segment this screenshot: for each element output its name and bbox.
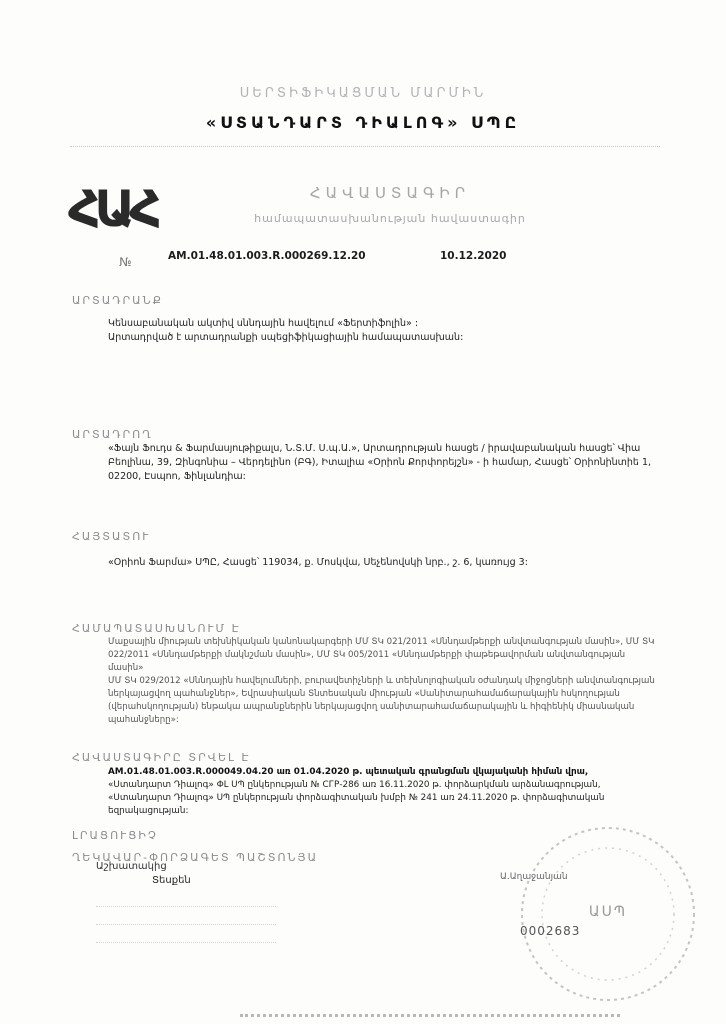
manufacturer-line: «Ֆայն Ֆուդս & Ֆարմասյութիքալս, Ն.Տ.Մ. Ս.պ.Ա.», Արտադրության հասցե / իրավաբանական հասցե՝ Վիա: [108, 443, 641, 454]
applicant-line: «Օրիոն Ֆարմա» ՍՊԸ, Հասցե՝ 119034, ք. Մոսկվա, Սեչենովսկի նրբ., շ. 6, կառույց 3:: [108, 557, 528, 568]
manufacturer-line: 02200, Էսպոո, Ֆինլանդիա:: [108, 471, 246, 482]
certification-body-heading: ՍԵՐՏԻՖԻԿԱՑՄԱՆ ՄԱՐՄԻՆ: [239, 86, 487, 101]
faded-line: [96, 942, 276, 943]
section-body-manufacturer: [108, 442, 656, 484]
section-body-applicant: [108, 556, 656, 570]
signature-role-label: Աշխատակից: [96, 861, 167, 872]
footer-marks: [240, 1014, 620, 1021]
issued-basis-line: AM.01.48.01.003.R.000049.04.20 առ 01.04.2020 թ. պետական գրանցման վկայականի հիման վրա,: [108, 767, 589, 777]
certificate-number: AM.01.48.01.003.R.000269.12.20: [168, 250, 366, 262]
conformity-line: ներկայացվող պահանջներ», Եվրասիական Տնտեսական միության «Սանիտարահամաճարակային հսկողության: [108, 689, 620, 699]
svg-text:ՀԱՀ: ՀԱՀ: [68, 180, 156, 238]
signature-name: Տեսքեն: [152, 875, 191, 886]
header-divider: [70, 146, 660, 147]
conformity-line: (վերահսկողության) ենթակա ապրանքներին ներկայացվող սանիտարահամաճարակային և հիգիենիկ միասնական: [108, 702, 635, 712]
issued-basis-line: եզրակացության:: [108, 806, 189, 816]
section-title-issued-basis: ՀԱՎԱՍՏԱԳԻՐԸ ՏՐՎԵԼ Է: [72, 751, 251, 764]
product-line: Արտադրված է արտադրանքի սպեցիֆիկացիային համապատասխան:: [108, 332, 464, 343]
certificate-subtitle: համապատասխանության հավաստագիր: [254, 212, 526, 225]
certificate-title: ՀԱՎԱՍՏԱԳԻՐ: [309, 184, 471, 202]
section-title-applicant: ՀԱՅՏԱՏՈՒ: [72, 530, 151, 543]
product-line: Կենսաբանական ակտիվ սննդային հավելում «Ֆերտիֆոլին» :: [108, 318, 419, 329]
svg-text:ԱՍՊ: ԱՍՊ: [588, 904, 628, 920]
section-body-conformity: [108, 636, 656, 727]
section-title-manufacturer: ԱՐՏԱԴՐՈՂ: [72, 428, 153, 441]
section-body-product: [108, 317, 656, 345]
conformity-line: պահանջները»:: [108, 715, 179, 725]
conformity-line: Մաքսային միության տեխնիկական կանոնակարգերի ՄՄ ՏԿ 021/2011 «Սննդամթերքի անվտանգության մասին», ՄՄ ՏԿ: [108, 637, 655, 647]
issued-basis-line: «Ստանդարտ Դիալոգ» ՓԼ ՍՊ ընկերության № СГР-286 առ 16.11.2020 թ. փորձարկման արձանագրության,: [108, 780, 601, 790]
serial-number: 0002683: [520, 924, 581, 938]
signature-right-name: Ա.Աղաջանյան: [500, 872, 568, 882]
section-body-issued-basis: [108, 766, 656, 818]
section-title-conformity: ՀԱՄԱՊԱՏԱՍԽԱՆՈՒՄ Է: [72, 622, 241, 635]
conformity-line: 022/2011 «Սննդամթերքի մակնշման մասին», ՄՄ ՏԿ 005/2011 «Սննդամթերքի փաթեթավորման անվտանգության մասին»: [108, 650, 626, 673]
conformity-line: ՄՄ ՏԿ 029/2012 «Սննդային հավելումների, բուրավետիչների և տեխնոլոգիական օժանդակ միջոցների անվտանգության: [108, 676, 655, 686]
issued-basis-line: «Ստանդարտ Դիալոգ» ՍՊ ընկերության փորձագիտական խմբի № 241 առ 24.11.2020 թ. փորձագիտական: [108, 793, 605, 803]
faded-line: [96, 924, 276, 925]
signature-block-label: ՂԵԿԱՎԱՐ-ՓՈՐՁԱԳԵՏ ՊԱՇՏՈՆՅԱ: [72, 851, 318, 864]
number-mark: №: [119, 255, 132, 269]
organization-name: «ՍՏԱՆԴԱՐՏ ԴԻԱԼՈԳ» ՍՊԸ: [205, 113, 521, 132]
certificate-date: 10.12.2020: [440, 250, 507, 262]
manufacturer-line: Բեոլինա, 39, Զինգոնիա – Վերդելինո (ԲԳ), Իտալիա «Օրիոն Քորփորեյշն» - ի համար, Հասցե՝ Օրիոնինտիե 1,: [108, 457, 652, 468]
section-title-additional: ԼՐԱՑՈՒՑԻՉ: [72, 829, 158, 842]
faded-line: [96, 906, 276, 907]
section-title-product: ԱՐՏԱԴՐԱՆՔ: [72, 294, 163, 307]
official-seal-icon: [498, 818, 708, 1008]
accreditation-logo-icon: [68, 176, 156, 238]
